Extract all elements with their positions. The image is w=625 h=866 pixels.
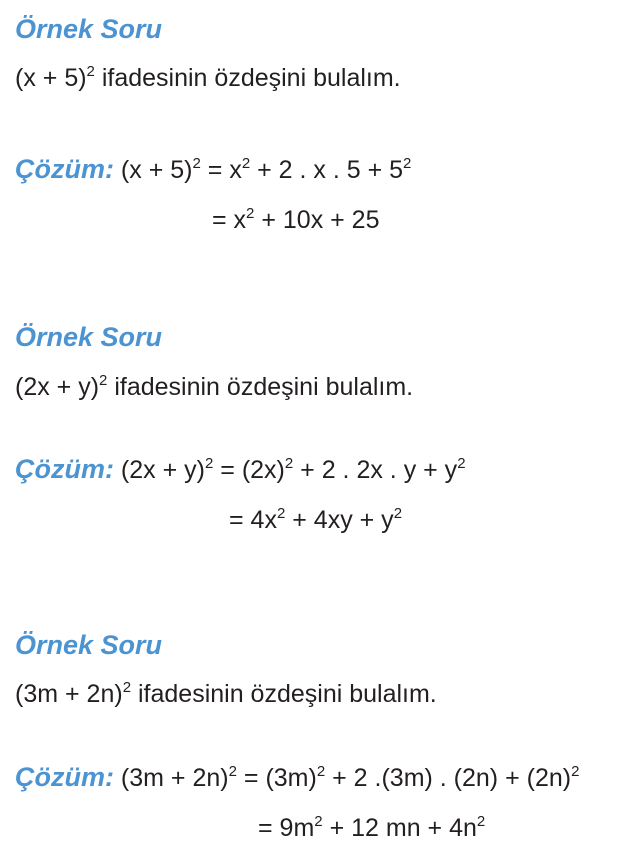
exponent: 2 xyxy=(276,505,286,522)
solution-line-2 xyxy=(258,814,485,843)
exponent: 2 xyxy=(393,505,403,522)
math-text: (x + 5) xyxy=(113,156,193,184)
math-text: (2x + y) xyxy=(113,456,205,484)
solution-line-1 xyxy=(15,762,579,793)
example-heading: Örnek Soru xyxy=(15,322,163,352)
solution-line-2 xyxy=(212,206,380,235)
solution-label: Çözüm: xyxy=(15,154,114,184)
math-text: + 10x + 25 xyxy=(254,206,380,234)
math-text: = x xyxy=(212,206,247,234)
solution-line-2 xyxy=(229,506,402,535)
question-text: ifadesinin özdeşini bulalım. xyxy=(107,373,414,401)
question-text: ifadesinin özdeşini bulalım. xyxy=(131,680,437,708)
math-text: = x xyxy=(200,156,242,184)
solution-line-1 xyxy=(15,154,411,185)
question-expression: (x + 5) xyxy=(15,64,87,92)
solution-line-1 xyxy=(15,454,466,485)
math-text: = 9m xyxy=(258,814,315,842)
math-text: + 4xy + y xyxy=(285,506,394,534)
exponent: 2 xyxy=(241,155,251,172)
example-heading: Örnek Soru xyxy=(15,630,163,660)
exponent: 2 xyxy=(228,763,237,780)
exponent: 2 xyxy=(246,205,255,222)
math-text: = 4x xyxy=(229,506,277,534)
example-question xyxy=(15,373,413,402)
exponent: 2 xyxy=(316,763,326,780)
math-text: = (3m) xyxy=(236,764,317,792)
math-text: + 2 .(3m) . (2n) + (2n) xyxy=(325,764,572,792)
example-question xyxy=(15,680,437,709)
exponent: 2 xyxy=(571,763,580,780)
solution-label: Çözüm: xyxy=(15,454,114,484)
question-expression: (3m + 2n) xyxy=(15,680,123,708)
exponent: 2 xyxy=(204,455,214,472)
math-text: + 12 mn + 4n xyxy=(322,814,477,842)
solution-expression xyxy=(114,456,466,484)
example-question xyxy=(15,64,401,93)
question-expression: (2x + y) xyxy=(15,373,100,401)
exponent: 2 xyxy=(314,813,323,830)
solution-label: Çözüm: xyxy=(15,762,114,792)
math-text: (3m + 2n) xyxy=(113,764,229,792)
math-text: = (2x) xyxy=(213,456,285,484)
math-text: + 2 . 2x . y + y xyxy=(293,456,458,484)
math-text: + 2 . x . 5 + 5 xyxy=(250,156,404,184)
question-exponent: 2 xyxy=(86,63,95,80)
solution-expression xyxy=(114,764,579,792)
question-exponent: 2 xyxy=(122,679,132,696)
question-exponent: 2 xyxy=(99,372,108,389)
exponent: 2 xyxy=(403,155,412,172)
example-heading: Örnek Soru xyxy=(15,14,163,44)
solution-expression xyxy=(114,156,411,184)
question-text: ifadesinin özdeşini bulalım. xyxy=(94,64,401,92)
exponent: 2 xyxy=(192,155,201,172)
exponent: 2 xyxy=(457,455,466,472)
exponent: 2 xyxy=(476,813,486,830)
exponent: 2 xyxy=(284,455,294,472)
